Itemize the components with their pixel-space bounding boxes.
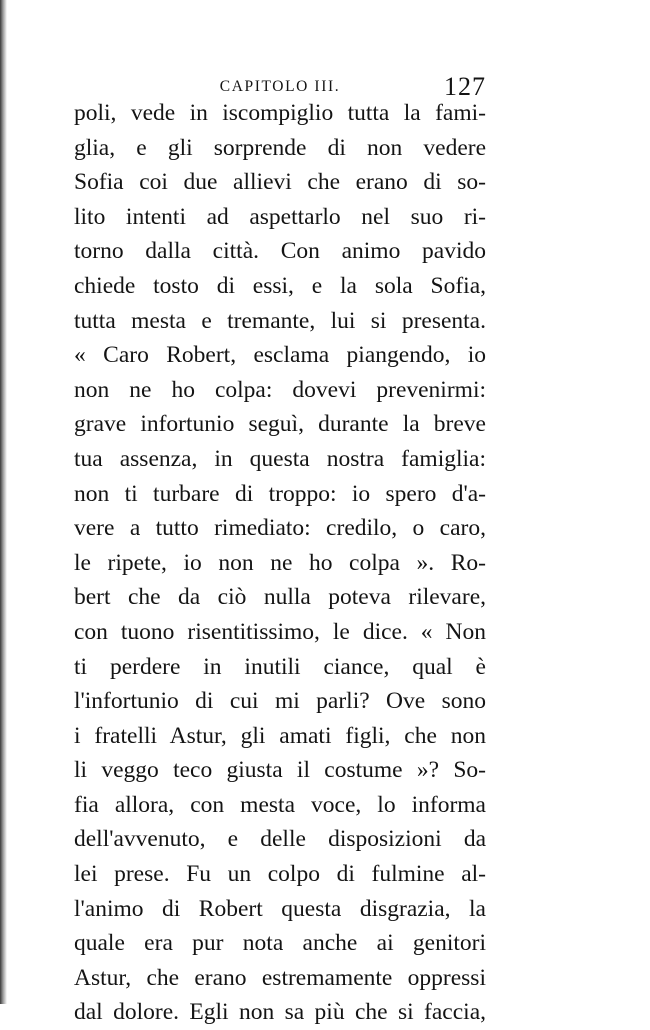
- text-line: quale era pur nota anche ai genitori: [74, 930, 486, 957]
- text-line: dal dolore. Egli non sa più che si faccia,: [74, 999, 486, 1026]
- text-line: non ti turbare di troppo: io spero d'a-: [74, 480, 486, 507]
- text-line: poli, vede in iscompiglio tutta la fami-: [74, 100, 486, 126]
- text-line: li veggo teco giusta il costume »? So-: [74, 757, 486, 784]
- text-line: con tuono risentitissimo, le dice. « Non: [74, 618, 486, 645]
- text-line: tutta mesta e tremante, lui si presenta.: [74, 307, 486, 334]
- text-line: chiede tosto di essi, e la sola Sofia,: [74, 272, 486, 299]
- text-line: vere a tutto rimediato: credilo, o caro,: [74, 515, 486, 542]
- text-line: ti perdere in inutili ciance, qual è: [74, 653, 486, 680]
- text-line: Astur, che erano estremamente oppressi: [74, 964, 486, 991]
- text-line: non ne ho colpa: dovevi prevenirmi:: [74, 376, 486, 403]
- text-line: dell'avvenuto, e delle disposizioni da: [74, 826, 486, 853]
- chapter-title: CAPITOLO III.: [219, 78, 341, 95]
- text-line: torno dalla città. Con animo pavido: [74, 238, 486, 265]
- body-text: [74, 96, 486, 1030]
- page-number: 127: [444, 72, 486, 101]
- text-line: i fratelli Astur, gli amati figli, che non: [74, 722, 486, 749]
- text-line: l'animo di Robert questa disgrazia, la: [74, 895, 486, 922]
- text-line: l'infortunio di cui mi parli? Ove sono: [74, 688, 486, 715]
- text-line: bert che da ciò nulla poteva rilevare,: [74, 584, 486, 611]
- text-line: glia, e gli sorprende di non vedere: [74, 134, 486, 161]
- text-line: lito intenti ad aspettarlo nel suo ri-: [74, 203, 486, 230]
- text-line: « Caro Robert, esclama piangendo, io: [74, 342, 486, 369]
- text-line: tua assenza, in questa nostra famiglia:: [74, 445, 486, 472]
- text-line: grave infortunio seguì, durante la breve: [74, 411, 486, 438]
- text-line: le ripete, io non ne ho colpa ». Ro-: [74, 549, 486, 576]
- page-binding-edge: [0, 0, 7, 1004]
- text-line: Sofia coi due allievi che erano di so-: [74, 169, 486, 196]
- text-line: fia allora, con mesta voce, lo informa: [74, 791, 486, 818]
- text-line: lei prese. Fu un colpo di fulmine al-: [74, 861, 486, 888]
